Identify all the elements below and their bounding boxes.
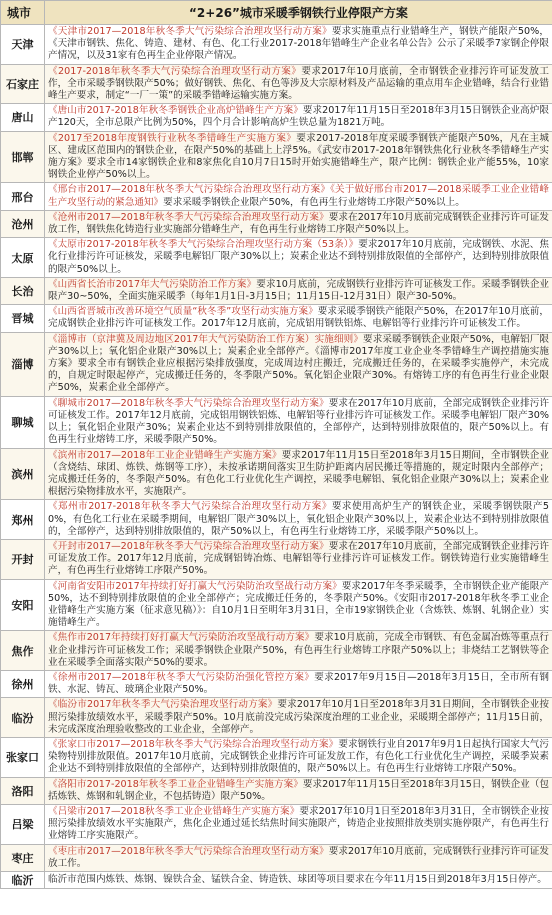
policy-requirement-text: 临沂市范围内炼铁、炼钢、镍铁合金、锰铁合金、铸造铁、球团等项目要求在今年11月15日到2018年3月15日停产。 bbox=[48, 873, 547, 885]
table-row bbox=[1, 131, 552, 183]
policy-requirement-text: 要求在2017年10月底前，全部完成钢铁企业排污许可证核发工作。2017年12月底前，完成铝用钢铁铝炼、电解铝等行业排污许可证核发工作。采暖季电解铝厂限产30%以上；氧化铝企业限产30%；炭素企业达不到特别排放限值的，全部停产，达到特别排放限值的，限产50%以上。有色再生行业熔铸工序，采暖季限产50%。 bbox=[48, 397, 549, 446]
table-row bbox=[1, 448, 552, 500]
policy-requirement-text: 要求2017年11月15日至2018年3月15日，钢铁企业（包括炼铁、炼钢和轧钢企业，不包括铸造）限产50%。 bbox=[48, 778, 549, 802]
table-title: “2+26”城市采暖季钢铁行业停限产方案 bbox=[45, 1, 552, 25]
policy-document-title: 《山西省晋城市改善环境空气质量“秋冬季”攻坚行动实施方案》 bbox=[48, 306, 318, 318]
policy-document-title: 《临汾市2017年秋冬季大气污染治理攻坚行动方案》 bbox=[48, 699, 278, 711]
policy-requirement-text: 要求2017年10月底前，完成钢铁、水泥、焦化行业排污许可证核发，采暖季电解铝厂限产30%以上；炭素企业达不到特别排放限值的全部停产，达到特别排放限值的限产50%以上。 bbox=[48, 239, 550, 275]
table-row bbox=[1, 737, 552, 777]
policy-cell bbox=[45, 238, 552, 278]
city-name: 石家庄 bbox=[1, 64, 45, 104]
policy-cell bbox=[45, 332, 552, 396]
policy-cell bbox=[45, 539, 552, 579]
policy-requirement-text: 要求使用高炉生产的钢铁企业，采暖季钢铁限产50%，有色化工行业在采暖季期间，电解铝厂限产30%以上，氧化铝企业限产30%以上，炭素企业达不到特别排放限值的，全部停产，达到特别排放限值的，限产50%以上，有色再生行业熔铸工序，采暖季限产50%以上。 bbox=[48, 501, 549, 537]
policy-document-title: 《邢台市2017—2018年秋冬季大气污染综合治理攻坚行动方案》《关于做好邢台市2017—2018采暖季工业企业错峰生产攻坚行动的紧急通知》 bbox=[48, 184, 549, 208]
policy-cell bbox=[45, 396, 552, 448]
table-body bbox=[1, 25, 552, 889]
policy-document-title: 《唐山市2017-2018年秋冬季钢铁企业高炉错峰生产方案》 bbox=[48, 105, 303, 117]
city-name: 吕梁 bbox=[1, 804, 45, 844]
city-name: 邯郸 bbox=[1, 131, 45, 183]
table-row bbox=[1, 872, 552, 889]
table-row bbox=[1, 777, 552, 804]
policy-document-title: 《天津市2017—2018年秋冬季大气污染综合治理攻坚行动方案》 bbox=[48, 26, 332, 37]
policy-cell bbox=[45, 210, 552, 237]
table-row bbox=[1, 332, 552, 396]
table-row bbox=[1, 670, 552, 697]
city-name: 开封 bbox=[1, 539, 45, 579]
city-name: 临汾 bbox=[1, 698, 45, 738]
policy-cell bbox=[45, 777, 552, 804]
city-name: 太原 bbox=[1, 238, 45, 278]
policy-document-title: 《徐州市2017—2018年秋冬季大气污染防治强化管控方案》 bbox=[48, 671, 315, 683]
table-header-row bbox=[1, 1, 552, 25]
policy-requirement-text: 要求采暖季钢铁企业限产50%，电解铝厂限产30%以上；氧化铝企业限产30%以上；炭素企业全部停产。《淄博市2017年度工业企业冬季错峰生产调控措施实施方案》要求全市有钢铁企业应根据污染排放强度，完成周边村庄搬迁，完成搬迁任务的，在采暖季实施停产，未完成的，自规定时限起停产，完成搬迁任务的，冬季限产50%。氧化铝企业限产30%。有熔铸工序的有色再生行业企业限产50%，炭素企业全部停产。 bbox=[48, 333, 550, 394]
policy-cell bbox=[45, 305, 552, 332]
city-name: 沧州 bbox=[1, 210, 45, 237]
table-row bbox=[1, 396, 552, 448]
policy-cell bbox=[45, 25, 552, 65]
city-name: 洛阳 bbox=[1, 777, 45, 804]
policy-cell bbox=[45, 64, 552, 104]
policy-requirement-text: 要求实施重点行业错峰生产，钢铁产能限产50%，《天津市钢铁、焦化、铸造、建材、有色、化工行业2017-2018年错峰生产企业名单公告》公示了采暖季7家钢企停限产情况，以及31家有色再生企业停限产情况。 bbox=[48, 26, 549, 62]
table-row bbox=[1, 277, 552, 304]
policy-document-title: 《开封市2017—2018年秋冬季大气污染综合治理攻坚行动方案》 bbox=[48, 540, 329, 552]
policy-requirement-text: 要求2017年11月15日至2018年3月15日期间，全市钢铁企业（含烧结、球团、炼铁、炼钢等工序），未按承诺期间落实卫生防护距离内居民搬迁等措施的，规定时限内全部停产；完成搬迁任务的，冬季限产50%。有色化工行业优化生产调控，采暖季电解铝、氧化铝企业限产30%以上；炭素企业根据污染物排放水平，实施限产。 bbox=[48, 449, 549, 498]
table-row bbox=[1, 238, 552, 278]
policy-document-title: 《张家口市2017—2018年秋冬季大气污染综合治理攻坚行动方案》 bbox=[48, 738, 339, 750]
policy-document-title: 《洛阳市2017-2018年秋冬季工业企业错峰生产实施方案》 bbox=[48, 778, 303, 790]
table-row bbox=[1, 698, 552, 738]
policy-cell bbox=[45, 277, 552, 304]
table-row bbox=[1, 631, 552, 671]
city-name: 长治 bbox=[1, 277, 45, 304]
table-row bbox=[1, 804, 552, 844]
policy-document-title: 《聊城市2017—2018年秋冬季大气污染综合治理攻坚行动方案》 bbox=[48, 397, 329, 409]
policy-document-title: 《2017-2018年秋冬季大气污染综合治理攻坚行动方案》 bbox=[48, 65, 302, 77]
policy-document-title: 《沧州市2017—2018年秋冬季大气污染综合治理攻坚行动方案》 bbox=[48, 211, 329, 223]
policy-requirement-text: 要求2017年冬季采暖季，全市钢铁企业产能限产50%，达不到特别排放限值的企业全部停产；完成搬迁任务的，冬季限产50%。《安阳市2017-2018年秋冬季工业企业错峰生产实施方案（征求意见稿）》：自10月1日至明年3月31日，全市19家钢铁企业（含炼铁、炼钢、轧钢企业）实施错峰生产。 bbox=[48, 580, 549, 629]
policy-requirement-text: 要求采暖季钢铁产能限产50%，在2017年10月底前，完成钢铁企业排污许可证核发工作。2017年12月底前，完成铝用钢铁铝炼、电解铝等行业排污许可证核发工作。 bbox=[48, 306, 549, 330]
city-name: 临沂 bbox=[1, 872, 45, 889]
city-name: 晋城 bbox=[1, 305, 45, 332]
policy-requirement-text: 要求钢铁行业自2017年9月1日起执行国家大气污染物特别排放限值。2017年10月底前，完成钢铁企业排污许可证发放工作，有色化工行业优化生产调控，采暖季炭素企业达不到特别排放限值的全部停产，达到特别排放限值的，限产50%以上。有色再生行业熔铸工序限产50%。 bbox=[48, 738, 549, 775]
table-row bbox=[1, 64, 552, 104]
table-row bbox=[1, 104, 552, 131]
policy-document-title: 《枣庄市2017—2018年秋冬季大气污染综合治理攻坚行动方案》 bbox=[48, 845, 329, 857]
policy-document-title: 《2017至2018年度钢铁行业秋冬季错峰生产实施方案》 bbox=[48, 132, 297, 144]
policy-cell bbox=[45, 698, 552, 738]
policy-cell bbox=[45, 631, 552, 671]
policy-cell bbox=[45, 579, 552, 631]
policy-requirement-text: 要求10月底前，完成全市钢铁、有色金属冶炼等重点行业企业排污许可证核发工作；采暖季钢铁企业限产50%，有色再生行业熔铸工序限产50%以上；非烧结工艺钢铁等企业在采暖季全面落实限产50%的要求。 bbox=[48, 632, 549, 668]
policy-requirement-text: 要求2017年10月底前，全市钢铁企业排污许可证发放工作，全市采暖季钢铁限产50%；做好钢铁、焦化、有色等涉及大宗原材料及产品运输的重点用车企业错峰，结合行业错峰生产要求，制定“一厂一策”的采暖季错峰运输实施方案。 bbox=[48, 65, 550, 102]
policy-document-title: 《吕梁市2017—2018秋冬季工业企业错峰生产实施方案》 bbox=[48, 805, 300, 817]
policy-cell bbox=[45, 844, 552, 871]
city-name: 淄博 bbox=[1, 332, 45, 396]
policy-requirement-text: 要求在2017年10月底前，全部完成钢铁企业排污许可证发放工作。2017年12月底前，完成钢铝铸冶炼、电解铝等行业排污许可证核发工作。钢铁铸造行业实施错峰生产，有色再生行业熔铸工序限产50%。 bbox=[48, 540, 549, 577]
city-name: 枣庄 bbox=[1, 844, 45, 871]
city-name: 滨州 bbox=[1, 448, 45, 500]
policy-requirement-text: 要求2017年11月15日至2018年3月15日钢铁企业高炉限产120天，全市总限产比例为50%，四个月合计影响高炉生铁总量为1821万吨。 bbox=[48, 105, 549, 129]
policy-document-title: 《焦作市2017年持续打好打赢大气污染防治攻坚战行动方案》 bbox=[48, 632, 315, 644]
table-row bbox=[1, 844, 552, 871]
policy-document-title: 《淄博市（京津冀及周边地区2017年大气污染防治工作方案）实施细则》 bbox=[48, 333, 364, 345]
policy-cell bbox=[45, 183, 552, 210]
city-name: 焦作 bbox=[1, 631, 45, 671]
policy-cell bbox=[45, 872, 552, 889]
policy-document-title: 《太原市2017-2018年秋冬季大气污染综合治理攻坚行动方案（53条）》 bbox=[48, 239, 359, 251]
city-name: 安阳 bbox=[1, 579, 45, 631]
city-name: 徐州 bbox=[1, 670, 45, 697]
city-name: 张家口 bbox=[1, 737, 45, 777]
policy-cell bbox=[45, 448, 552, 500]
table-row bbox=[1, 579, 552, 631]
city-column-header: 城市 bbox=[1, 1, 45, 25]
city-name: 天津 bbox=[1, 25, 45, 65]
policy-document-title: 《滨州市2017—2018年工业企业错峰生产实施方案》 bbox=[48, 449, 282, 461]
policy-requirement-text: 要求2017年10月1日至2018年3月31日期间，全市钢铁企业按照污染排放绩效水平，采暖季限产50%。10月底前没完成污染深度治理的工业企业，采暖期全部停产；11月15日前，未完成深度治理验收整改的工业企业，全部停产。 bbox=[48, 699, 550, 735]
policy-document-title: 《河南省安阳市2017年持续打好打赢大气污染防治攻坚战行动方案》 bbox=[48, 580, 342, 592]
table-row bbox=[1, 210, 552, 237]
policy-requirement-text: 要求2017年10月底前，完成钢铁行业排污许可证发放工作。 bbox=[48, 845, 549, 869]
policy-document-title: 《郑州市2017-2018年秋冬季大气污染综合治理攻坚行动方案》 bbox=[48, 501, 332, 513]
policy-requirement-text: 要求2017年10月1日至2018年3月31日，全市钢铁企业按照污染排放绩效水平实施限产，焦化企业通过延长结焦时间实施限产，铸造企业按照排放类别实施停限产，有色再生行业熔铸工序实施限产。 bbox=[48, 805, 549, 842]
table-row bbox=[1, 305, 552, 332]
table-row bbox=[1, 500, 552, 540]
table-row bbox=[1, 183, 552, 210]
city-name: 邢台 bbox=[1, 183, 45, 210]
policy-cell bbox=[45, 737, 552, 777]
policy-cell bbox=[45, 804, 552, 844]
policy-cell bbox=[45, 500, 552, 540]
policy-document-title: 《山西省长治市2017年大气污染防治工作方案》 bbox=[48, 278, 257, 290]
city-name: 唐山 bbox=[1, 104, 45, 131]
city-name: 聊城 bbox=[1, 396, 45, 448]
policy-requirement-text: 要求2017年9月15日—2018年3月15日，全市所有钢铁、水泥、铸瓦、玻璃企业限产50%。 bbox=[48, 671, 549, 696]
policy-requirement-text: 要求在2017年10月底前完成钢铁企业排污许可证发放工作，钢铁焦化铸造行业实施部分错峰生产，有色再生行业熔铸工序限产50%以上。 bbox=[48, 211, 549, 236]
policy-requirement-text: 要求10月底前，完成钢铁行业排污许可证核发工作。采暖季钢铁企业限产30~50%，全面实施采暖季（每年1月1日-3月15日；11月15日-12月31日）限产30-50%。 bbox=[48, 278, 549, 303]
table-row bbox=[1, 25, 552, 65]
policy-cell bbox=[45, 131, 552, 183]
policy-requirement-text: 要求2017-2018年度采暖季钢铁产能限产50%，凡在主城区、建成区范围内的钢铁企业，在限产50%的基础上上浮5%。《武安市2017-2018年钢铁焦化行业秋冬季错峰生产实施方案》要求全市14家钢铁企业和8家焦化自10月7日15时开始实施错峰生产，限产比例：钢铁企业产能55%，10家钢铁企业停产50%以上。 bbox=[48, 132, 549, 181]
policy-requirement-text: 要求采暖季钢铁企业限产50%，有色再生行业熔铸工序限产50%以上。 bbox=[163, 196, 465, 208]
policy-cell bbox=[45, 104, 552, 131]
policy-cell bbox=[45, 670, 552, 697]
city-name: 郑州 bbox=[1, 500, 45, 540]
table-row bbox=[1, 539, 552, 579]
